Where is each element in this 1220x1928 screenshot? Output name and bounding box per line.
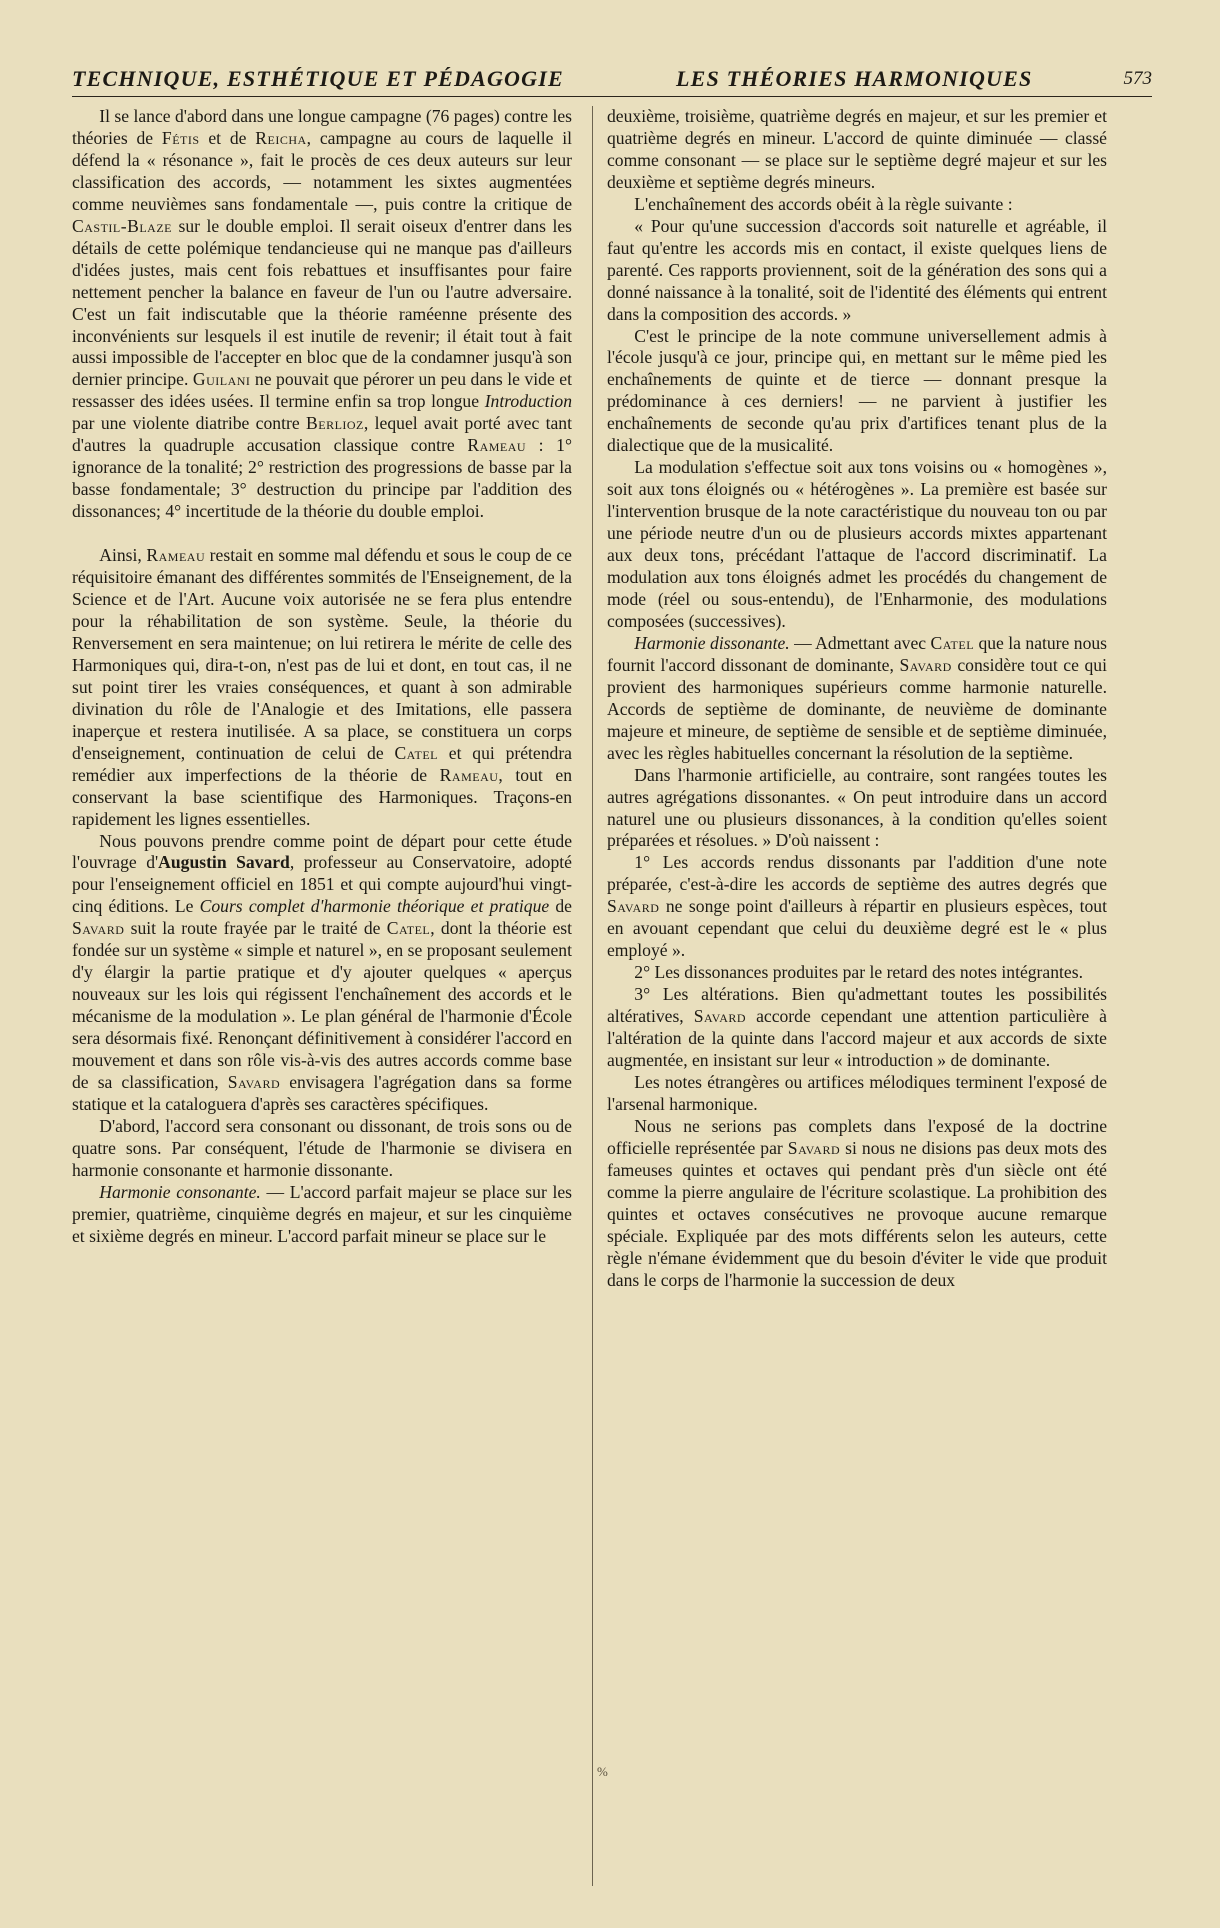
author-name: Rameau (467, 435, 527, 456)
header-left-title: TECHNIQUE, ESTHÉTIQUE ET PÉDAGOGIE (72, 66, 564, 91)
paragraph: D'abord, l'accord sera consonant ou dissonant, de trois sons ou de quatre sons. Par conséquent, l'étude de l'harmonie se divisera en harmonie consonante et harmonie dissonante. (72, 1115, 572, 1180)
left-column (72, 106, 572, 1248)
page-number: 573 (1123, 68, 1152, 89)
paragraph: La modulation s'effectue soit aux tons voisins ou « homogènes », soit aux tons éloignés ou « hétérogènes ». La première est basée sur l'intervention brusque de la note caractéristique du nouveau ton ou par une période neutre d'un ou de plusieurs accords mixtes appartenant aux deux tons, précédant l'attaque de l'accord discriminatif. La modulation aux tons éloignés admet les procédés du changement de mode (réel ou sous-entendu), de l'Enharmonie, des modulations composées (successives). (607, 457, 1107, 631)
quotation: « Pour qu'une succession d'accords soit naturelle et agréable, il faut qu'entre les accords mis en contact, il existe quelques liens de parenté. Ces rapports proviennent, soit de la génération des sons qui a donné naissance à la tonalité, soit de l'identité des éléments qui entrent dans la composition des accords. » (607, 215, 1107, 324)
text-run: envisagera l'agrégation dans sa forme statique et la cataloguera d'après ses caractères spécifiques. (72, 1071, 572, 1114)
paragraph (607, 633, 1107, 765)
text-run: sur le double emploi. Il serait oiseux d'entrer dans les détails de cette polémique tendancieuse qui ne manque pas d'ailleurs d'idées justes, mais cent fois rebattues et insuffisantes pour faire nettement pencher la balance en faveur de l'un ou l'autre adversaire. C'est un fait indiscutable que la théorie raméenne présente des inconvénients sur lesquels il est inutile de revenir; il était tout à fait aussi impossible de l'accepter en bloc que de la condamner jusqu'à son dernier principe. (72, 215, 572, 390)
section-heading: Harmonie consonante. (99, 1181, 261, 1202)
text-run: ne songe point d'ailleurs à répartir en plusieurs espèces, tout en avouant cependant que celui du deuxième degré est le « plus employé ». (607, 896, 1107, 961)
paragraph: Dans l'harmonie artificielle, au contraire, sont rangées toutes les autres agrégations dissonantes. « On peut introduire dans un accord naturel une ou plusieurs dissonances, à la condition qu'elles soient préparées et résolues. » D'où naissent : (607, 764, 1107, 851)
author-name: Fétis (161, 127, 200, 148)
author-name: Catel (394, 742, 438, 763)
header-right-title: LES THÉORIES HARMONIQUES (676, 66, 1033, 91)
paragraph (72, 1182, 572, 1248)
section-heading: Harmonie dissonante. (634, 632, 790, 653)
text-run: 3° Les altérations. Bien qu'admettant toutes les possibilités altératives, (607, 984, 1107, 1027)
list-item (607, 984, 1107, 1072)
author-name: Castil-Blaze (72, 215, 172, 236)
text-run: par une violente diatribe contre (72, 413, 306, 434)
text-run: — Admettant avec (789, 632, 931, 653)
author-name: Berlioz (306, 413, 364, 434)
text-run: que la nature nous fournit l'accord dissonant de dominante, (607, 632, 1108, 675)
text-run: Il se lance d'abord dans une longue campagne (76 pages) contre les théories de (72, 106, 572, 148)
text-run: de (549, 896, 572, 917)
text-run: Ainsi, (99, 545, 147, 566)
text-run: si nous ne disions pas deux mots des fameuses quintes et octaves qui pendant près d'un siècle ont été comme la pierre angulaire de l'écriture scolastique. La prohibition des quintes et octaves consécutives ne provoque aucune remarque spéciale. Expliquée par des mots différents selon les auteurs, cette règle n'émane évidemment que du besoin d'éviter le vide que produit dans le corps de l'harmonie la succession de deux (607, 1137, 1107, 1290)
paragraph (72, 106, 572, 523)
author-name: Savard (787, 1137, 841, 1158)
author-name: Catel (386, 918, 431, 939)
work-title: Cours complet d'harmonie théorique et pratique (199, 896, 550, 917)
text-run: Nous pouvons prendre comme point de départ pour cette étude l'ouvrage d' (72, 830, 572, 873)
author-name: Savard (693, 1006, 747, 1027)
author-name: Rameau (439, 764, 499, 785)
text-run: — L'accord parfait majeur se place sur les premier, quatrième, cinquième degrés en majeur, et sur les cinquième et sixième degrés en mineur. L'accord parfait mineur se place sur le (72, 1181, 573, 1246)
right-column (607, 106, 1107, 1291)
text-run: : 1° ignorance de la tonalité; 2° restriction des progressions de basse par la basse fondamentale; 3° destruction du principe par l'addition des dissonances; 4° incertitude de la théorie du double emploi. (72, 435, 572, 522)
text-run: , professeur au Conservatoire, adopté pour l'enseignement officiel en 1851 et qui compte aujourd'hui vingt-cinq éditions. Le (72, 852, 572, 917)
author-name: Savard (607, 896, 660, 917)
paragraph: Les notes étrangères ou artifices mélodiques terminent l'exposé de l'arsenal harmonique. (607, 1071, 1107, 1114)
text-run: et qui prétendra remédier aux imperfections de la théorie de (72, 742, 572, 785)
running-header (72, 62, 1152, 97)
text-run: , lequel avait porté avec tant d'autres la quadruple accusation classique contre (72, 413, 572, 456)
text-run: , campagne au cours de laquelle il défend la « résonance », fait le procès de ces deux auteurs sur leur classification des accords, — notamment les sixtes augmentées comme neuvièmes sans fondamentale —, puis contre la critique de (72, 127, 572, 214)
text-run: 1° Les accords rendus dissonants par l'addition d'une note préparée, c'est-à-dire les accords de septième des autres degrés que (607, 852, 1107, 895)
author-name: Savard (899, 654, 952, 675)
author-name: Rameau (146, 545, 206, 566)
paragraph (72, 545, 572, 830)
author-name: Reicha (255, 127, 307, 148)
text-run: , dont la théorie est fondée sur un système « simple et naturel », en se proposant seulement d'y élargir la partie pratique et d'y ajouter quelques « aperçus nouveaux sur les lois qui régissent l'enchaînement des accords et le mécanisme de la modulation ». Le plan général de l'harmonie d'École sera désormais fixé. Renonçant définitivement à considérer l'accord en mouvement et dans son rôle vis-à-vis des autres accords comme base de sa classification, (72, 918, 573, 1092)
author-name: Savard (227, 1071, 281, 1092)
text-run: et de (199, 127, 256, 148)
paragraph: C'est le principe de la note commune universellement admis à l'école jusqu'à ce jour, principe qui, en mettant sur le même pied les enchaînements de quinte et de tierce — donnant presque la prédominance à ces derniers! — ne parvient à justifier les enchaînements de seconde qu'au prix d'artifices tenant plus de la dialectique que de la musicalité. (607, 325, 1107, 456)
author-name: Catel (930, 632, 975, 653)
paragraph: L'enchaînement des accords obéit à la règle suivante : (634, 193, 1013, 214)
text-run: ne pouvait que pérorer un peu dans le vide et ressasser des idées usées. Il termine enfin sa trop longue (72, 369, 572, 412)
text-run: considère tout ce qui provient des harmoniques supérieurs comme harmonie naturelle. Accords de septième de dominante, de neuvième de dominante majeure et mineure, de septième de sensible et de septième diminuée, avec les règles habituelles concernant la résolution de la septième. (607, 654, 1107, 763)
text-run: accorde cependant une attention particulière à l'altération de la quinte dans l'accord majeur et aux accords de sixte augmentée, en insistant sur leur « introduction » de dominante. (607, 1006, 1107, 1070)
text-run: , tout en conservant la base scientifique des Harmoniques. Traçons-en rapidement les lignes essentielles. (72, 764, 572, 829)
column-divider (592, 106, 593, 1886)
author-name: Savard (72, 918, 125, 939)
author-name: Guilani (192, 369, 251, 390)
paragraph: deuxième, troisième, quatrième degrés en majeur, et sur les premier et quatrième degrés en mineur. L'accord de quinte diminuée — classé comme consonant — se place sur le septième degré majeur et sur les deuxième et septième degrés mineurs. (607, 106, 1107, 192)
text-run: suit la route frayée par le traité de (124, 918, 387, 939)
work-title: Introduction (484, 391, 572, 412)
author-name: Augustin Savard (158, 852, 290, 873)
paragraph (607, 1116, 1107, 1292)
list-item: 2° Les dissonances produites par le retard des notes intégrantes. (634, 962, 1083, 983)
margin-mark: % (597, 1764, 608, 1779)
text-run: restait en somme mal défendu et sous le coup de ce réquisitoire émanant des différentes sommités de l'Enseignement, de la Science et de l'Art. Aucune voix autorisée ne se fera plus entendre pour la réhabilitation de son système. Seule, la théorie du Renversement en sera maintenue; on lui retirera le mérite de celle des Harmoniques qui, dira-t-on, n'est pas de lui et dont, en tout cas, il ne sut point tirer les vraies conséquences, et quant à son admirable divination du rôle de l'Analogie et des Imitations, elle passera inaperçue et restera inutilisée. A sa place, se constituera un corps d'enseignement, continuation de celui de (72, 545, 572, 763)
text-run: Nous ne serions pas complets dans l'exposé de la doctrine officielle représentée par (607, 1115, 1107, 1158)
list-item (607, 852, 1107, 962)
paragraph (72, 831, 572, 1116)
